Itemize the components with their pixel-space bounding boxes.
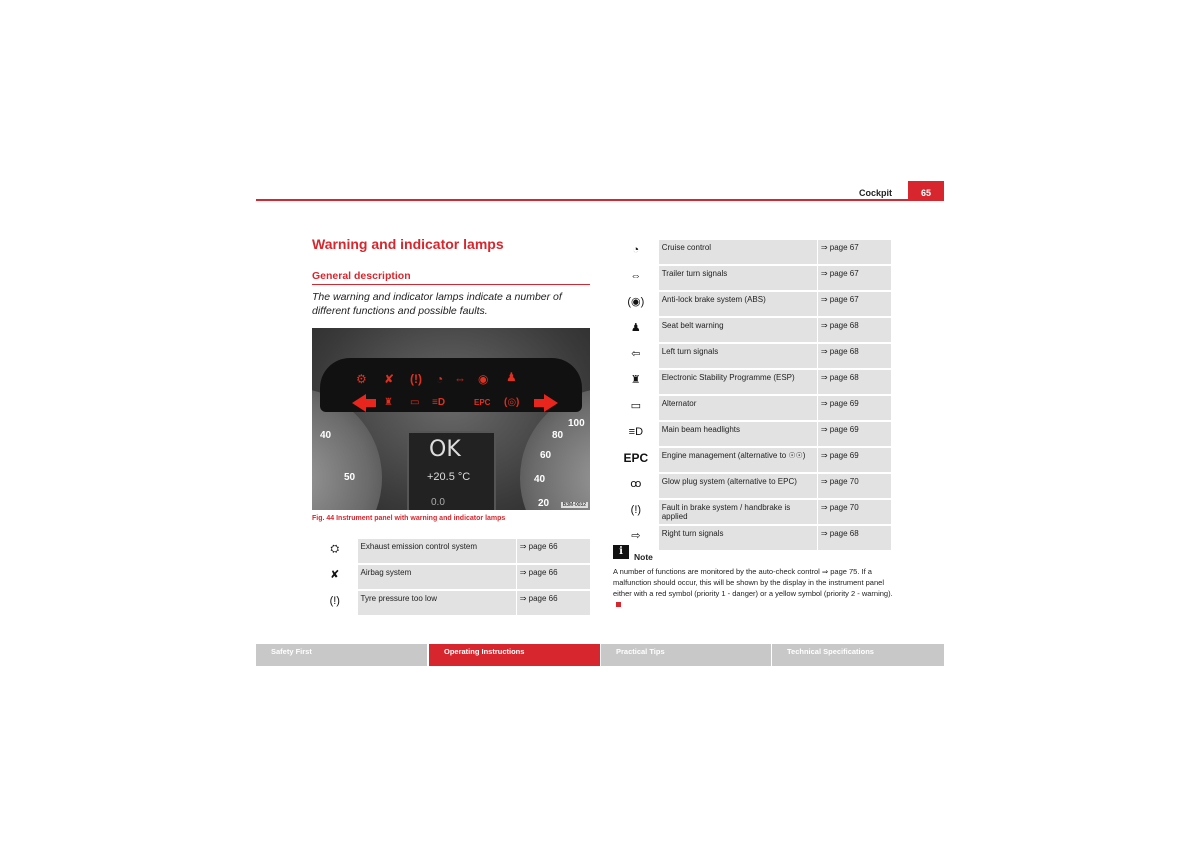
right-arrow-lamp-icon <box>544 394 558 412</box>
display-status: OK <box>429 437 461 462</box>
abs-lamp-icon: ◉ <box>478 372 489 386</box>
footer-tab-operating-instructions[interactable]: Operating Instructions <box>429 644 600 666</box>
table-row <box>613 369 891 395</box>
page-ref[interactable]: ⇒ page 67 <box>817 240 891 265</box>
section-subtitle: General description <box>312 270 411 282</box>
page-ref[interactable]: ⇒ page 66 <box>516 590 590 616</box>
cruise-lamp-icon: ◔ <box>436 372 444 386</box>
section-title: Cockpit <box>858 188 892 198</box>
figure-caption: Fig. 44 Instrument panel with warning and indicator lamps <box>312 515 506 522</box>
table-row <box>613 473 891 499</box>
table-row <box>613 343 891 369</box>
lamp-label: Engine management (alternative to ☉☉) <box>659 447 818 473</box>
main-beam-icon: ≡D <box>628 426 644 438</box>
page-ref[interactable]: ⇒ page 67 <box>817 291 891 317</box>
icon-cell <box>613 291 659 317</box>
lamp-label: Main beam headlights <box>659 421 818 447</box>
table-row <box>613 499 891 525</box>
page-ref[interactable]: ⇒ page 66 <box>516 539 590 564</box>
tyre-pressure-lamp-icon: (!) <box>410 372 422 386</box>
dial-right-label: 40 <box>534 474 546 485</box>
right-arrow-shaft <box>534 399 544 407</box>
page-ref[interactable]: ⇒ page 69 <box>817 395 891 421</box>
page-ref[interactable]: ⇒ page 67 <box>817 265 891 291</box>
lamp-label: Alternator <box>659 395 818 421</box>
dial-right-label: 100 <box>568 418 585 429</box>
page-ref[interactable]: ⇒ page 68 <box>817 317 891 343</box>
page-title: Warning and indicator lamps <box>312 236 504 252</box>
icon-cell <box>613 421 659 447</box>
table-row <box>613 395 891 421</box>
dial-right-label: 80 <box>552 430 564 441</box>
lamp-label: Trailer turn signals <box>659 265 818 291</box>
icon-cell <box>613 240 659 265</box>
esp-icon: ♜ <box>630 374 641 386</box>
lamp-label: Glow plug system (alternative to EPC) <box>659 473 818 499</box>
table-row <box>613 317 891 343</box>
right-turn-icon: ⇨ <box>631 530 641 542</box>
lamp-label: Fault in brake system / handbrake is applied <box>659 499 818 525</box>
table-row <box>613 421 891 447</box>
left-arrow-lamp-icon <box>352 394 366 412</box>
esp-lamp-icon: ♜ <box>384 397 393 408</box>
subtitle-rule <box>312 284 590 285</box>
page-number: 65 <box>908 181 944 201</box>
icon-cell <box>613 369 659 395</box>
footer-tab-technical-specifications[interactable]: Technical Specifications <box>772 644 944 666</box>
table-row <box>613 291 891 317</box>
epc-icon: EPC <box>623 451 649 465</box>
abs-icon: (◉) <box>627 296 645 308</box>
dial-right-label: 60 <box>540 450 552 461</box>
tyre-pressure-icon: (!) <box>329 595 340 607</box>
icon-cell <box>613 317 659 343</box>
page-ref[interactable]: ⇒ page 68 <box>817 525 891 551</box>
icon-cell <box>312 590 358 616</box>
icon-cell <box>613 343 659 369</box>
table-row <box>613 265 891 291</box>
page-ref[interactable]: ⇒ page 70 <box>817 473 891 499</box>
note-body: A number of functions are monitored by the auto-check control ⇒ page 75. If a malfunction should occur, this will be shown by the display in the instrument panel either with a red symbol (priority 1 - danger) or a yellow symbol (priority 2 - warning). <box>613 567 893 598</box>
table-row <box>312 590 590 616</box>
icon-cell <box>312 564 358 590</box>
lamp-table-right <box>613 240 891 552</box>
exhaust-emission-icon: ⛭ <box>330 543 340 555</box>
lamp-label: Left turn signals <box>659 343 818 369</box>
icon-cell <box>613 447 659 473</box>
table-row <box>613 240 891 265</box>
dial-left-label: 50 <box>344 472 356 483</box>
brake-fault-icon: (!) <box>630 504 642 516</box>
trailer-lamp-icon: ⇔ <box>454 372 466 386</box>
icon-cell <box>613 473 659 499</box>
lamp-label: Cruise control <box>659 240 818 265</box>
table-row <box>613 525 891 551</box>
page-ref[interactable]: ⇒ page 70 <box>817 499 891 525</box>
icon-cell <box>613 499 659 525</box>
page-ref[interactable]: ⇒ page 68 <box>817 343 891 369</box>
left-arrow-shaft <box>366 399 376 407</box>
icon-cell <box>613 395 659 421</box>
seat-belt-icon: ♟ <box>630 322 641 334</box>
brake-lamp-icon: (◎) <box>504 397 520 408</box>
table-row <box>312 564 590 590</box>
cruise-control-icon: ◔ <box>632 244 640 256</box>
lamp-label: Seat belt warning <box>659 317 818 343</box>
lamp-label: Airbag system <box>358 564 517 590</box>
info-icon: i <box>613 545 629 559</box>
lamp-label: Anti-lock brake system (ABS) <box>659 291 818 317</box>
footer-tab-safety-first[interactable]: Safety First <box>256 644 427 666</box>
image-code: B3M-0032 <box>562 502 586 508</box>
dial-left-label: 40 <box>320 430 332 441</box>
table-row <box>312 539 590 564</box>
intro-text: The warning and indicator lamps indicate a number of different functions and possible faults. <box>312 291 562 317</box>
center-display <box>407 431 496 510</box>
lamp-label: Right turn signals <box>659 525 818 551</box>
display-odometer: 0.0 <box>431 497 445 508</box>
instrument-panel-figure <box>312 328 590 510</box>
table-row <box>613 447 891 473</box>
icon-cell <box>312 539 358 564</box>
page-ref[interactable]: ⇒ page 69 <box>817 447 891 473</box>
epc-lamp-icon: EPC <box>474 398 491 407</box>
lamp-label: Electronic Stability Programme (ESP) <box>659 369 818 395</box>
exhaust-emission-lamp-icon: ⚙ <box>356 372 367 386</box>
page-ref[interactable]: ⇒ page 69 <box>817 421 891 447</box>
dial-right-label: 20 <box>538 498 550 509</box>
page-ref[interactable]: ⇒ page 66 <box>516 564 590 590</box>
alternator-icon: ▭ <box>630 400 642 412</box>
left-turn-icon: ⇦ <box>631 348 641 360</box>
lamp-label: Tyre pressure too low <box>358 590 517 616</box>
airbag-icon: ✘ <box>330 569 340 581</box>
end-marker-icon <box>616 602 621 607</box>
lamp-label: Exhaust emission control system <box>358 539 517 564</box>
page-ref[interactable]: ⇒ page 68 <box>817 369 891 395</box>
main-beam-lamp-icon: ≡D <box>432 397 446 408</box>
footer-tab-practical-tips[interactable]: Practical Tips <box>601 644 771 666</box>
lamp-table-left <box>312 539 590 617</box>
glow-plug-icon: ꝏ <box>630 478 642 490</box>
note-label: Note <box>634 552 653 562</box>
seat-belt-lamp-icon: ♟ <box>506 370 517 384</box>
alternator-lamp-icon: ▭ <box>410 397 420 408</box>
note-text <box>613 566 893 610</box>
display-temperature: +20.5 °C <box>427 471 471 483</box>
airbag-lamp-icon: ✘ <box>384 372 395 386</box>
icon-cell <box>613 265 659 291</box>
header-rule <box>256 199 944 201</box>
trailer-turn-signals-icon: ⇔ <box>630 270 642 282</box>
